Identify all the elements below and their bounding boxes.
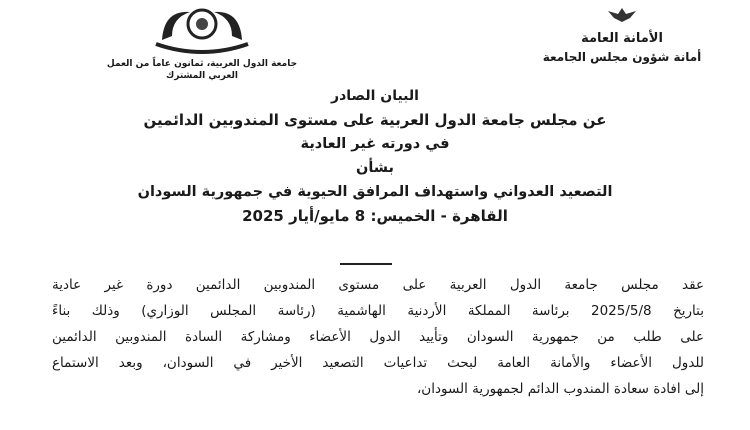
letterhead [0,0,750,80]
secretariat-block [522,6,722,66]
section-divider [340,263,392,265]
body-line: بتاريخ 2025/5/8 برئاسة المملكة الأردنية الهاشمية (رئاسة المجلس الوزاري) وذلك بناءً [52,303,705,319]
regarding-line: بشأن [355,160,395,176]
eagle-emblem-icon [602,6,642,24]
statement-body [52,272,704,402]
body-line: إلى افادة سعادة المندوب الدائم لجمهورية السودان، [416,381,704,397]
league-80-years-logo-icon [142,0,262,56]
body-line: على طلب من جمهورية السودان وتأييد الدول الأعضاء ومشاركة السادة المندوبين الدائمين [52,329,704,345]
council-line: عن مجلس جامعة الدول العربية على مستوى المندوبين الدائمين [143,111,607,129]
session-line: في دورته غير العادية [300,136,450,152]
body-line: للدول الأعضاء والأمانة العامة لبحث تداعيات التصعيد الأخير في السودان، وبعد الاستماع [52,355,704,371]
statement-titles [0,84,750,228]
body-line: عقد مجلس جامعة الدول العربية على مستوى المندوبين الدائمين دورة غير عادية [52,277,704,293]
subject-line: التصعيد العدواني واستهداف المرافق الحيوية في جمهورية السودان [137,184,613,200]
secretariat-title: الأمانة العامة [581,31,663,46]
council-affairs-title: أمانة شؤون مجلس الجامعة [542,50,702,64]
statement-heading: البيان الصادر [331,88,419,104]
league-tagline: جامعة الدول العربية، ثمانون عاماً من العمل العربي المشترك [106,59,298,81]
date-line: القاهرة - الخميس: 8 مايو/أيار 2025 [242,207,508,225]
league-logo-block [92,0,312,82]
